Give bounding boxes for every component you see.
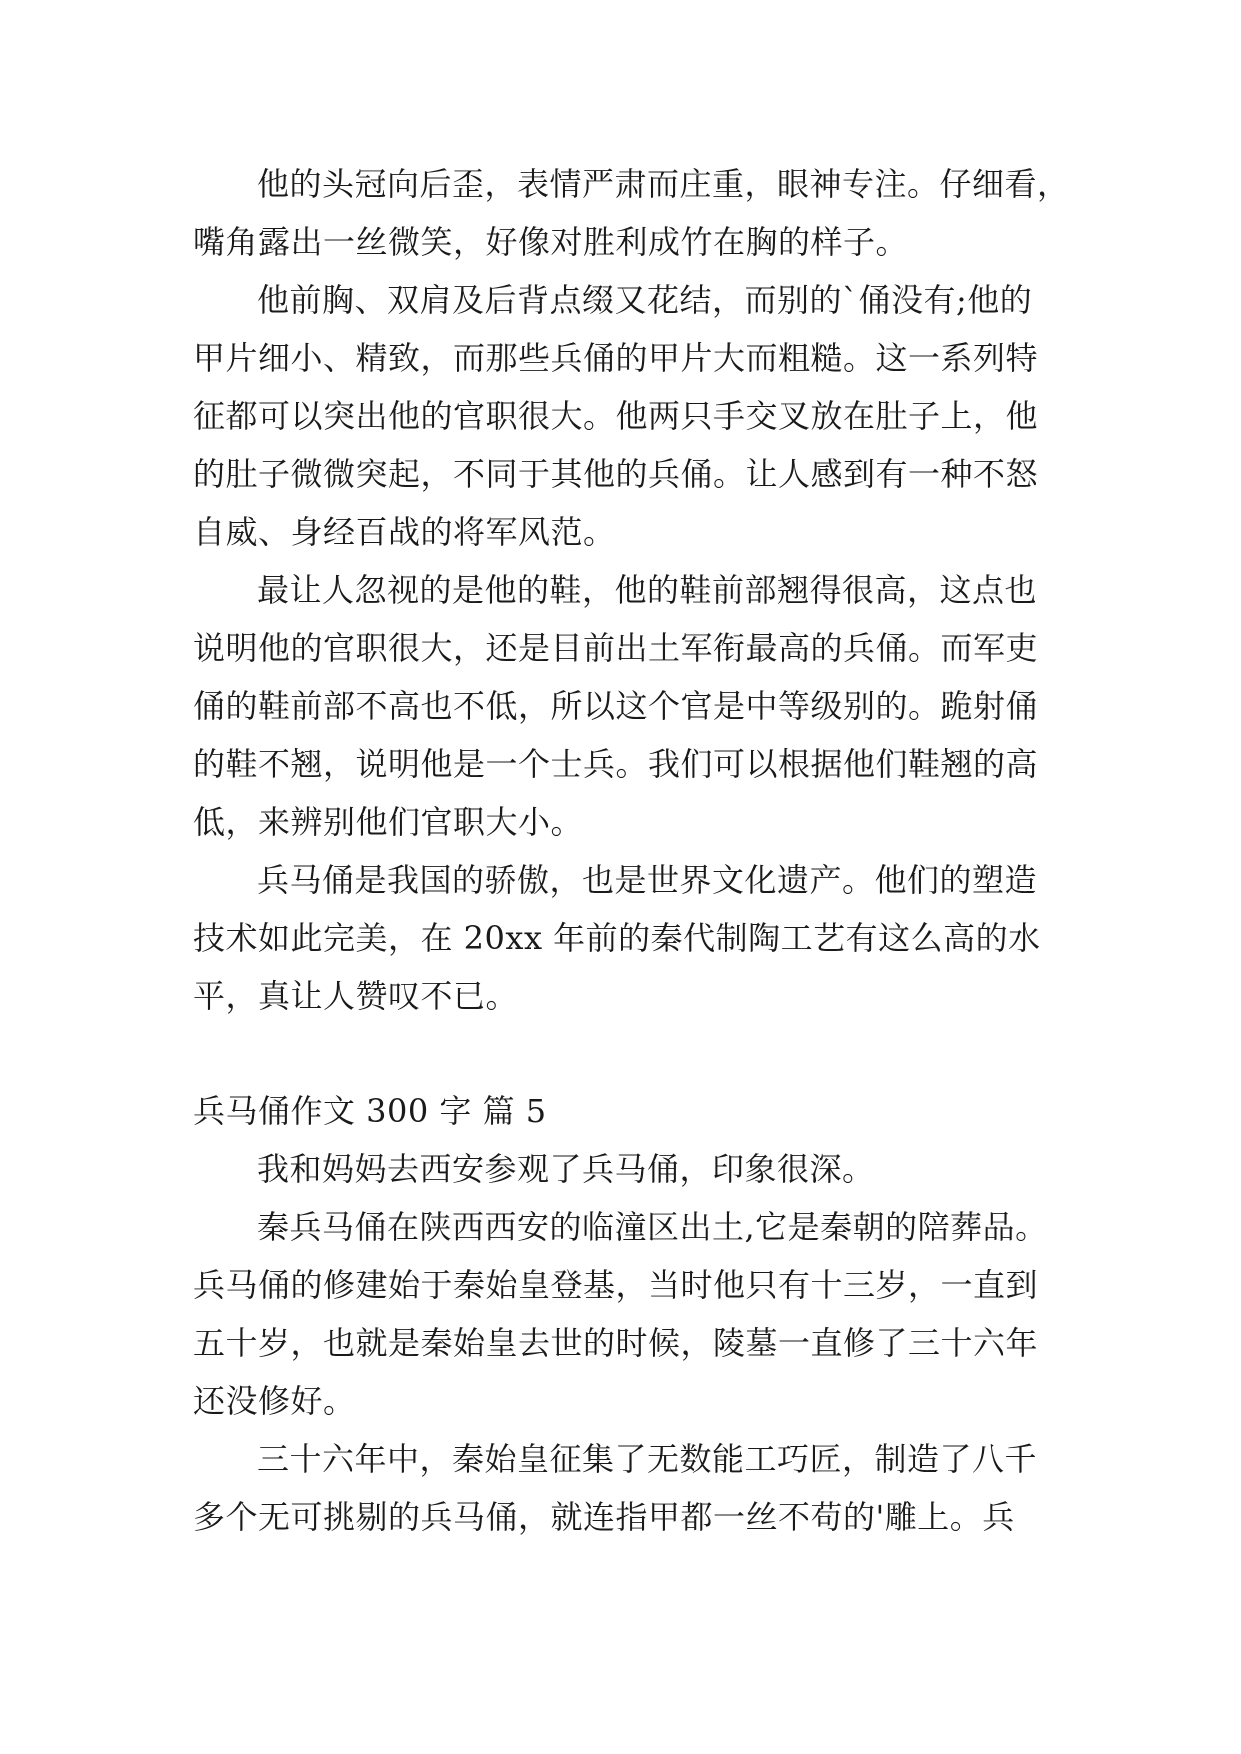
section-heading: 兵马俑作文 300 字 篇 5 [193,1092,547,1130]
text-line: 说明他的官职很大，还是目前出土军衔最高的兵俑。而军吏 [193,629,1039,667]
document-page [193,155,1070,1546]
paragraph [193,271,1053,561]
text-line: 的鞋不翘，说明他是一个士兵。我们可以根据他们鞋翘的高 [193,745,1039,783]
text-line: 嘴角露出一丝微笑，好像对胜利成竹在胸的样子。 [193,223,909,261]
text-line: 他前胸、双肩及后背点缀又花结，而别的`俑没有;他的 [257,281,1033,319]
text-line: 的肚子微微突起，不同于其他的兵俑。让人感到有一种不怒 [193,455,1039,493]
text-line: 平，真让人赞叹不已。 [193,977,519,1015]
paragraph [193,1140,1053,1198]
paragraph [193,1430,1053,1546]
text-line: 我和妈妈去西安参观了兵马俑，印象很深。 [257,1150,875,1188]
text-line: 最让人忽视的是他的鞋，他的鞋前部翘得很高，这点也 [257,571,1038,609]
text-line: 征都可以突出他的官职很大。他两只手交叉放在肚子上，他 [193,397,1039,435]
text-line: 兵马俑的修建始于秦始皇登基，当时他只有十三岁，一直到 [193,1266,1039,1304]
text-line: 技术如此完美，在 20xx 年前的秦代制陶工艺有这么高的水 [193,919,1041,957]
paragraph [193,851,1053,1025]
text-line: 还没修好。 [193,1382,356,1420]
paragraph [193,1198,1053,1430]
paragraph [193,561,1053,851]
text-line: 甲片细小、精致，而那些兵俑的甲片大而粗糙。这一系列特 [193,339,1039,377]
text-line: 低，来辨别他们官职大小。 [193,803,584,841]
text-line: 俑的鞋前部不高也不低，所以这个官是中等级别的。跪射俑 [193,687,1039,725]
text-line: 兵马俑是我国的骄傲，也是世界文化遗产。他们的塑造 [257,861,1038,899]
text-line: 多个无可挑剔的兵马俑，就连指甲都一丝不苟的'雕上。兵 [193,1498,1015,1536]
text-line: 自威、身经百战的将军风范。 [193,513,616,551]
section-spacer [193,1025,1053,1082]
text-line: 秦兵马俑在陕西西安的临潼区出土,它是秦朝的陪葬品。 [257,1208,1048,1246]
text-line: 三十六年中，秦始皇征集了无数能工巧匠，制造了八千 [257,1440,1038,1478]
text-line: 他的头冠向后歪，表情严肃而庄重，眼神专注。仔细看， [257,165,1070,203]
text-line: 五十岁，也就是秦始皇去世的时候，陵墓一直修了三十六年 [193,1324,1039,1362]
paragraph [193,155,1070,271]
